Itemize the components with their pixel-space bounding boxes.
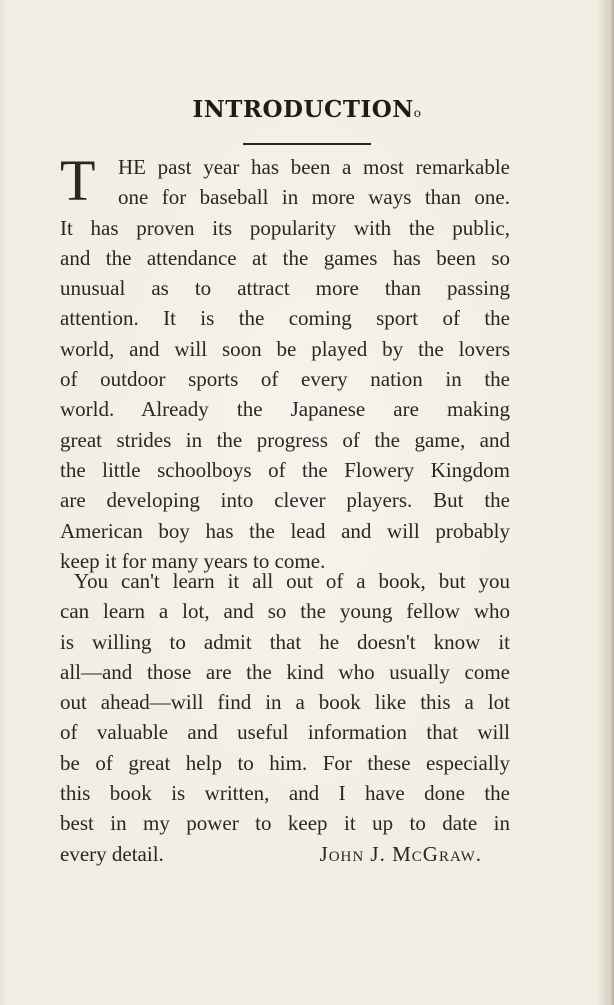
text-line: American boy has the lead and will probably: [60, 518, 510, 543]
text-line: It has proven its popularity with the public,: [60, 215, 510, 240]
author-signature: John J. McGraw.: [319, 841, 482, 866]
text-line: You can't learn it all out of a book, but you: [74, 569, 510, 593]
title-text: INTRODUCTION: [192, 96, 414, 123]
text-line: the little schoolboys of the Flowery Kingdom: [60, 457, 510, 482]
title-rule: [243, 143, 371, 145]
paragraph-1: [60, 148, 510, 576]
text-line: out ahead—will find in a book like this a lot: [60, 690, 510, 715]
text-line: unusual as to attract more than passing: [60, 276, 510, 301]
text-line: keep it for many years to come.: [60, 548, 326, 573]
text-line: all—and those are the kind who usually come: [60, 659, 510, 684]
text-line: this book is written, and I have done the: [60, 781, 510, 806]
text-line: and the attendance at the games has been so: [60, 245, 510, 270]
text-line: of valuable and useful information that will: [60, 720, 510, 745]
text-line: great strides in the progress of the game, and: [60, 427, 510, 452]
text-line: can learn a lot, and so the young fellow who: [60, 599, 510, 624]
title-mark: o: [413, 106, 422, 120]
text-line: is willing to admit that he doesn't know it: [60, 629, 510, 654]
page-edge: [609, 0, 614, 1005]
closing-line: [60, 839, 510, 869]
text-line: best in my power to keep it up to date in: [60, 811, 510, 836]
text-line: one for baseball in more ways than one.: [118, 185, 510, 210]
text-line: be of great help to him. For these especially: [60, 750, 510, 775]
closing-text: every detail.: [60, 841, 164, 866]
text-line: HE past year has been a most remarkable: [118, 155, 510, 179]
page-title: [0, 96, 614, 123]
text-line: of outdoor sports of every nation in the: [60, 367, 510, 392]
text-line: attention. It is the coming sport of the: [60, 306, 510, 331]
text-line: world. Already the Japanese are making: [60, 397, 510, 422]
drop-cap: T: [60, 148, 96, 213]
text-line: are developing into clever players. But the: [60, 488, 510, 513]
paragraph-2: [60, 566, 510, 869]
text-line: world, and will soon be played by the lovers: [60, 336, 510, 361]
